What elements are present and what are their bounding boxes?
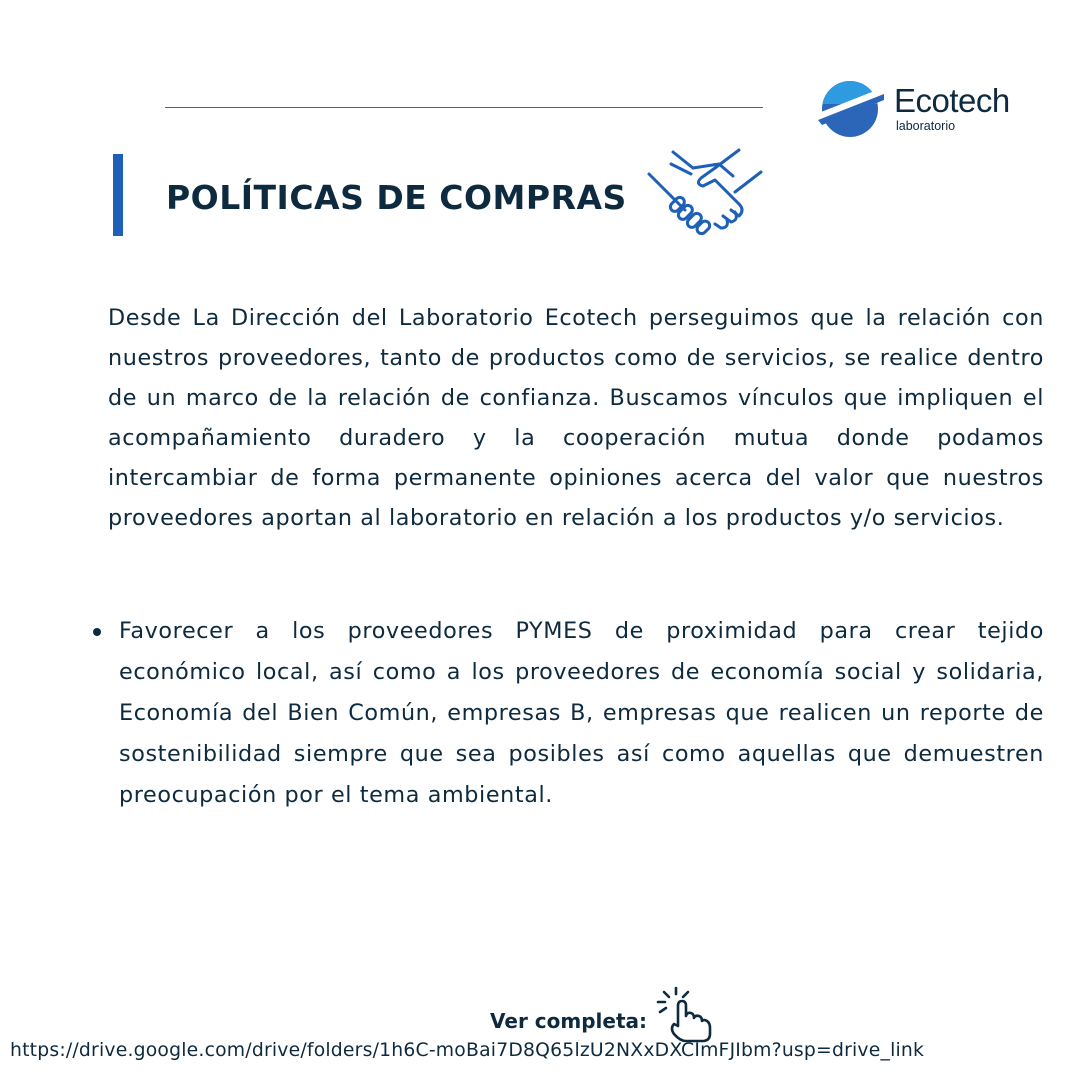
bullet-icon	[93, 628, 101, 636]
click-hand-icon	[652, 984, 722, 1044]
logo-mark-icon	[816, 78, 886, 140]
list-item-text: Favorecer a los proveedores PYMES de proximidad para crear tejido económico local, así como a los proveedores de economía social y solidaria, Economía del Bien Común, empresas B, empresas que realicen un reporte de sostenibilidad siempre que sea posibles así como aquellas que demuestren preocupación por el tema ambiental.	[119, 618, 1044, 809]
handshake-icon	[643, 146, 765, 238]
list-item	[119, 611, 1044, 816]
intro-paragraph: Desde La Dirección del Laboratorio Ecotech perseguimos que la relación con nuestros proveedores, tanto de productos como de servicios, se realice dentro de un marco de la relación de confianza. Buscamos vínculos que impliquen el acompañamiento duradero y la cooperación mutua donde podamos intercambiar de forma permanente opiniones acerca del valor que nuestros proveedores aportan al laboratorio en relación a los productos y/o servicios.	[108, 305, 1044, 532]
brand-name: Ecotech	[894, 82, 1010, 119]
ecotech-logo	[816, 78, 1036, 140]
drive-folder-link[interactable]: https://drive.google.com/drive/folders/1h6C-moBai7D8Q65lzU2NXxDXCImFJIbm?usp=drive_link	[10, 1040, 925, 1061]
title-accent-bar	[113, 154, 123, 236]
see-full-label: Ver completa:	[490, 1009, 648, 1033]
page-title: POLÍTICAS DE COMPRAS	[166, 178, 627, 217]
header-divider	[165, 107, 763, 108]
brand-subtitle: laboratorio	[896, 119, 956, 133]
policy-list	[119, 611, 1044, 816]
